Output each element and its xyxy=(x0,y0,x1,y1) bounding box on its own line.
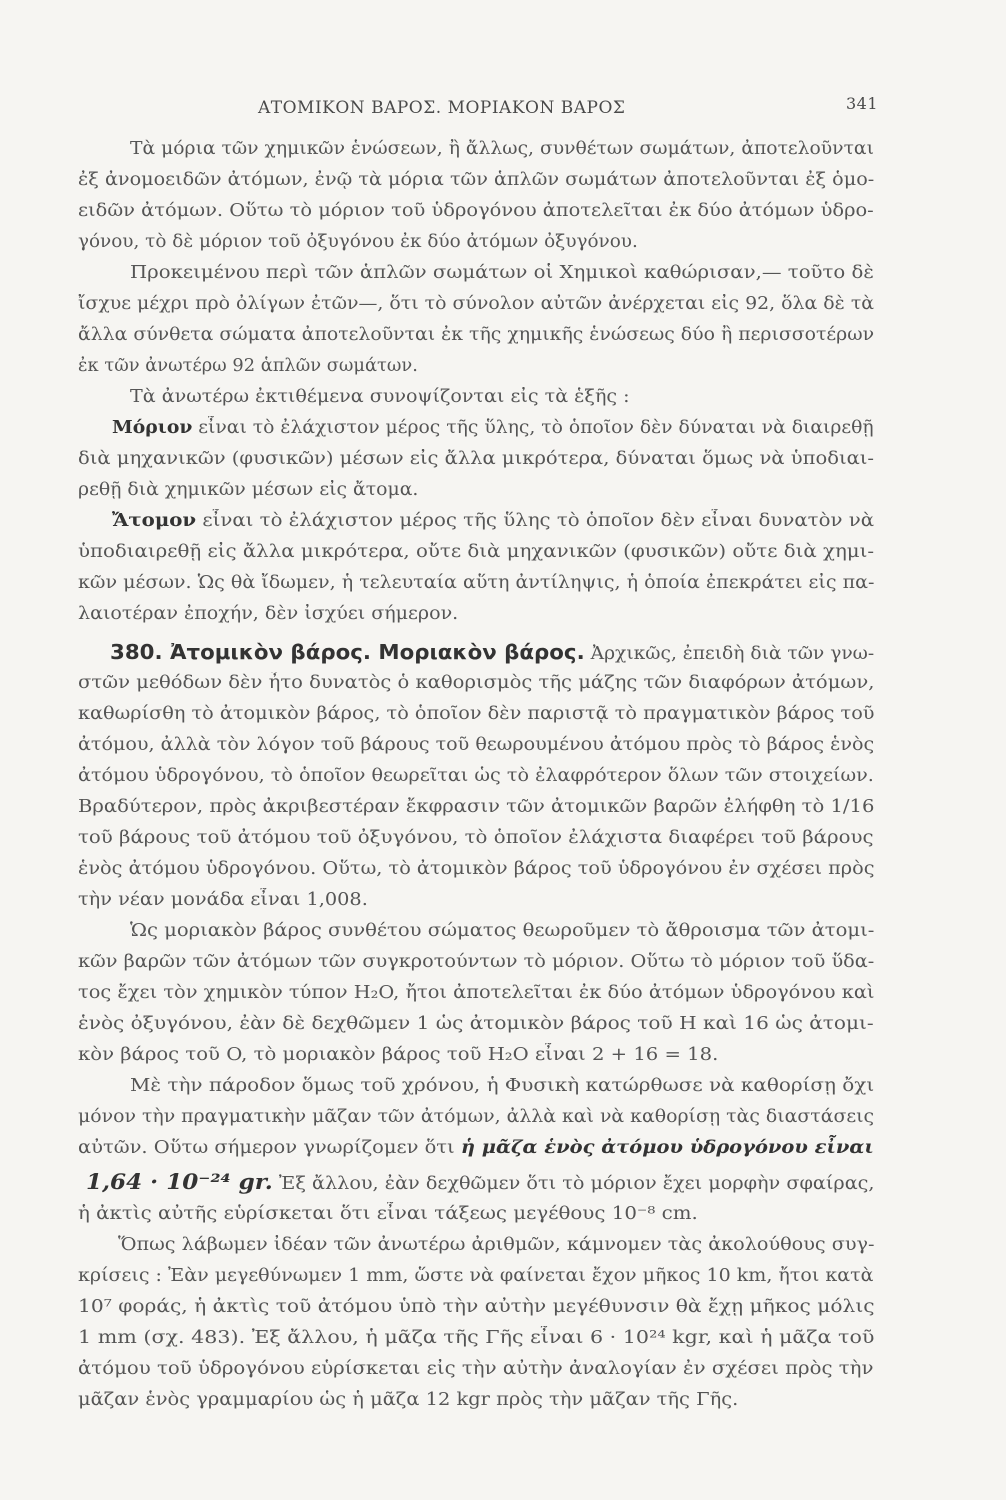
text-line: μόνον τὴν πραγματικὴν μᾶζαν τῶν ἀτόμων, ἀλλὰ καὶ νὰ καθορίσῃ τὰς διαστάσεις xyxy=(78,1107,875,1127)
text-line: 10⁷ φοράς, ἡ ἀκτὶς τοῦ ἀτόμου ὑπὸ τὴν αὐτὴν μεγέθυνσιν θὰ ἔχῃ μῆκος μόλις xyxy=(78,1297,875,1317)
term-molecule: Μόριον xyxy=(112,418,193,438)
text-line: τοῦ βάρους τοῦ ἀτόμου τοῦ ὀξυγόνου, τὸ ὁποῖον ἐλάχιστα διαφέρει τοῦ βάρους xyxy=(78,828,874,848)
text-line: 1,64 · 10⁻²⁴ gr. Ἐξ ἄλλου, ἐὰν δεχθῶμεν ὅτι τὸ μόριον ἔχει μορφὴν σφαίρας, xyxy=(86,1169,875,1194)
definition-atom: Ἄτομον εἶναι τὸ ἐλάχιστον μέρος τῆς ὕλης τὸ ὁποῖον δὲν εἶναι δυνατὸν νὰ xyxy=(112,511,875,531)
text-line: Μὲ τὴν πάροδον ὅμως τοῦ χρόνου, ἡ Φυσικὴ κατώρθωσε νὰ καθορίσῃ ὄχι xyxy=(130,1076,875,1096)
text-line: ἄλλα σύνθετα σώματα ἀποτελοῦνται ἐκ τῆς χημικῆς ἑνώσεως δύο ἢ περισσοτέρων xyxy=(78,325,875,345)
term-atom: Ἄτομον xyxy=(112,511,197,531)
hydrogen-mass-value: 1,64 · 10⁻²⁴ gr. xyxy=(86,1169,273,1194)
text-line: ρεθῇ διὰ χημικῶν μέσων εἰς ἄτομα. xyxy=(78,480,419,500)
text-line: Ὅπως λάβωμεν ἰδέαν τῶν ἀνωτέρω ἀριθμῶν, κάμνομεν τὰς ἀκολούθους συγ- xyxy=(118,1235,875,1255)
text-line: μᾶζαν ἑνὸς γραμμαρίου ὡς ἡ μᾶζα 12 kgr πρὸς τὴν μᾶζαν τῆς Γῆς. xyxy=(78,1390,739,1410)
text-line: Βραδύτερον, πρὸς ἀκριβεστέραν ἔκφρασιν τῶν ἀτομικῶν βαρῶν ἐλήφθη τὸ 1/16 xyxy=(78,797,875,817)
text-line: στῶν μεθόδων δὲν ἦτο δυνατὸς ὁ καθορισμὸς τῆς μάζης τῶν διαφόρων ἀτόμων, xyxy=(78,673,875,693)
text-line: Τὰ μόρια τῶν χημικῶν ἑνώσεων, ἢ ἄλλως, συνθέτων σωμάτων, ἀποτελοῦνται xyxy=(130,139,874,159)
text-line: κρίσεις : Ἐὰν μεγεθύνωμεν 1 mm, ὥστε νὰ φαίνεται ἔχον μῆκος 10 km, ἤτοι κατὰ xyxy=(78,1266,874,1286)
text-line: κῶν βαρῶν τῶν ἀτόμων τῶν συγκροτούντων τὸ μόριον. Οὕτω τὸ μόριον τοῦ ὕδα- xyxy=(78,952,875,972)
text-line: τὴν νέαν μονάδα εἶναι 1,008. xyxy=(78,890,368,910)
text-line: Τὰ ἀνωτέρω ἐκτιθέμενα συνοψίζονται εἰς τὰ ἑξῆς : xyxy=(130,387,630,407)
text-line: Ὡς μοριακὸν βάρος συνθέτου σώματος θεωροῦμεν τὸ ἄθροισμα τῶν ἀτομι- xyxy=(130,921,875,941)
page-number: 341 xyxy=(845,94,878,113)
text-line: τος ἔχει τὸν χημικὸν τύπον H₂O, ἤτοι ἀποτελεῖται ἐκ δύο ἀτόμων ὑδρογόνου καὶ xyxy=(78,983,875,1003)
text-line: ἐκ τῶν ἀνωτέρω 92 ἁπλῶν σωμάτων. xyxy=(78,356,418,376)
text-line: ἑνὸς ἀτόμου ὑδρογόνου. Οὕτω, τὸ ἀτομικὸν βάρος τοῦ ὑδρογόνου ἐν σχέσει πρὸς xyxy=(78,859,875,879)
text-line: Προκειμένου περὶ τῶν ἁπλῶν σωμάτων οἱ Χημικοὶ καθώρισαν,— τοῦτο δὲ xyxy=(130,263,874,283)
text-line: διὰ μηχανικῶν (φυσικῶν) μέσων εἰς ἄλλα μικρότερα, δύναται ὅμως νὰ ὑποδιαι- xyxy=(78,449,875,469)
text-line: κὸν βάρος τοῦ O, τὸ μοριακὸν βάρος τοῦ H₂O εἶναι 2 + 16 = 18. xyxy=(78,1045,719,1065)
text-line: ἐξ ἀνομοειδῶν ἀτόμων, ἐνῷ τὰ μόρια τῶν ἁπλῶν σωμάτων ἀποτελοῦνται ἐξ ὁμο- xyxy=(78,170,875,190)
text-line: ειδῶν ἀτόμων. Οὕτω τὸ μόριον τοῦ ὑδρογόνου ἀποτελεῖται ἐκ δύο ἀτόμων ὑδρο- xyxy=(78,201,874,221)
text-line: ἀτόμου ὑδρογόνου, τὸ ὁποῖον θεωρεῖται ὡς τὸ ἐλαφρότερον ὅλων τῶν στοιχείων. xyxy=(78,766,874,786)
text-line: ἡ ἀκτὶς αὐτῆς εὑρίσκεται ὅτι εἶναι τάξεως μεγέθους 10⁻⁸ cm. xyxy=(78,1204,698,1224)
text-line: ἀτόμου τοῦ ὑδρογόνου εὑρίσκεται εἰς τὴν αὐτὴν ἀναλογίαν ἐν σχέσει πρὸς τὴν xyxy=(78,1359,874,1379)
text-line: γόνου, τὸ δὲ μόριον τοῦ ὀξυγόνου ἐκ δύο ἀτόμων ὀξυγόνου. xyxy=(78,232,638,252)
text-line: κῶν μέσων. Ὡς θὰ ἴδωμεν, ἡ τελευταία αὕτη ἀντίληψις, ἡ ὁποία ἐπεκράτει εἰς πα- xyxy=(78,573,875,593)
text-line: 1 mm (σχ. 483). Ἐξ ἄλλου, ἡ μᾶζα τῆς Γῆς εἶναι 6 · 10²⁴ kgr, καὶ ἡ μᾶζα τοῦ xyxy=(78,1328,875,1348)
text-line: ἀτόμου, ἀλλὰ τὸν λόγον τοῦ βάρους τοῦ θεωρουμένου ἀτόμου πρὸς τὸ βάρος ἑνὸς xyxy=(78,735,875,755)
text-line: ἴσχυε μέχρι πρὸ ὀλίγων ἐτῶν—, ὅτι τὸ σύνολον αὐτῶν ἀνέρχεται εἰς 92, ὅλα δὲ τὰ xyxy=(78,294,875,314)
definition-molecule: Μόριον εἶναι τὸ ἐλάχιστον μέρος τῆς ὕλης, τὸ ὁποῖον δὲν δύναται νὰ διαιρεθῇ xyxy=(112,418,874,438)
running-head xyxy=(78,94,878,120)
section-heading: 380. Ἀτομικὸν βάρος. Μοριακὸν βάρος. xyxy=(110,640,585,664)
emphasis-hydrogen-mass: ἡ μᾶζα ἑνὸς ἀτόμου ὑδρογόνου εἶναι xyxy=(460,1138,874,1158)
text-line: λαιοτέραν ἐποχήν, δὲν ἰσχύει σήμερον. xyxy=(78,604,459,624)
text-line: αὐτῶν. Οὕτω σήμερον γνωρίζομεν ὅτι ἡ μᾶζα ἑνὸς ἀτόμου ὑδρογόνου εἶναι xyxy=(78,1138,874,1158)
text-line: καθωρίσθη τὸ ἀτομικὸν βάρος, τὸ ὁποῖον δὲν παριστᾷ τὸ πραγματικὸν βάρος τοῦ xyxy=(78,704,875,724)
text-line: ὑποδιαιρεθῇ εἰς ἄλλα μικρότερα, οὔτε διὰ μηχανικῶν (φυσικῶν) οὔτε διὰ χημι- xyxy=(78,542,875,562)
section-heading-line: 380. Ἀτομικὸν βάρος. Μοριακὸν βάρος. Ἀρχικῶς, ἐπειδὴ διὰ τῶν γνω- xyxy=(110,640,875,664)
text-line: ἑνὸς ὀξυγόνου, ἐὰν δὲ δεχθῶμεν 1 ὡς ἀτομικὸν βάρος τοῦ H καὶ 16 ὡς ἀτομι- xyxy=(78,1014,874,1034)
running-head-title: ΑΤΟΜΙΚΟΝ ΒΑΡΟΣ. ΜΟΡΙΑΚΟΝ ΒΑΡΟΣ xyxy=(258,98,626,118)
